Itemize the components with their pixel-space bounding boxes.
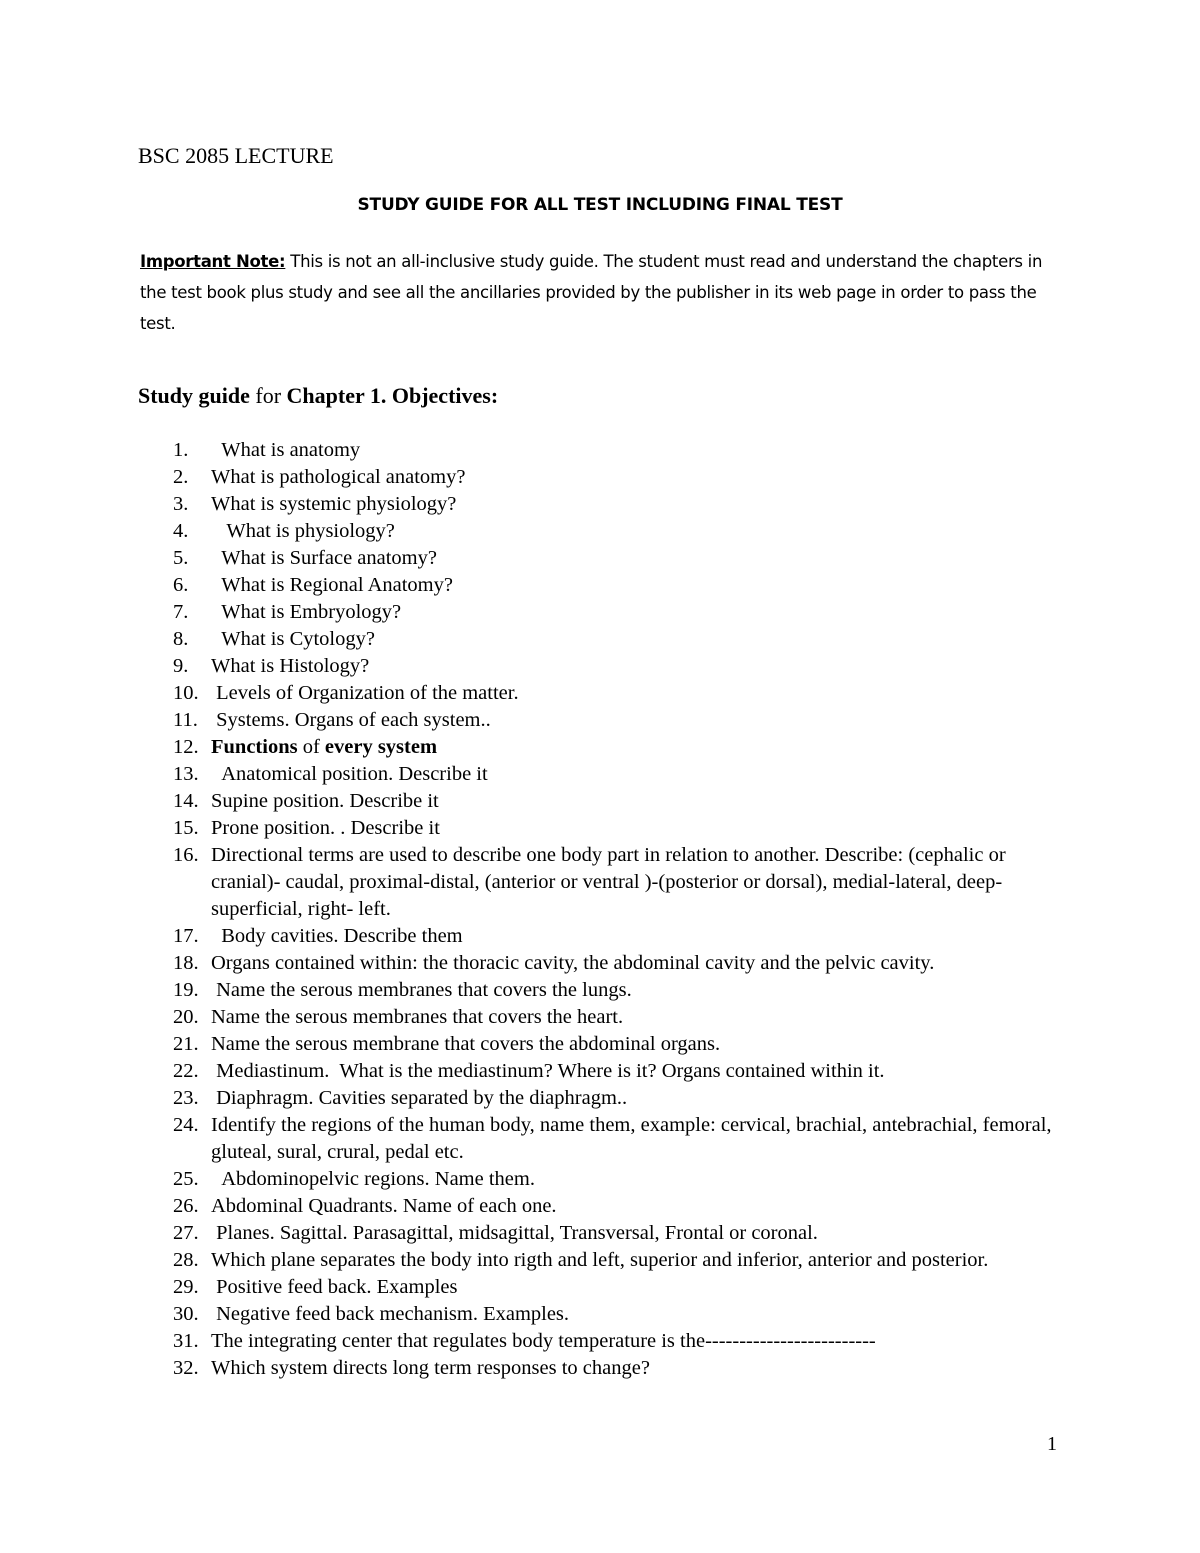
study-guide-title: STUDY GUIDE FOR ALL TEST INCLUDING FINAL TEST <box>357 195 843 215</box>
list-item <box>173 788 1073 815</box>
list-item <box>173 1085 1073 1112</box>
list-item <box>173 842 1073 923</box>
list-item-number: 18. <box>173 952 199 974</box>
list-item-text: Supine position. Describe it <box>211 790 439 812</box>
list-item-number: 14. <box>173 790 199 812</box>
list-item-text: Name the serous membrane that covers the abdominal organs. <box>211 1033 721 1055</box>
list-item-number: 7. <box>173 601 189 623</box>
list-item-text: Name the serous membranes that covers the lungs. <box>211 979 632 1001</box>
list-item-text: Which system directs long term responses to change? <box>211 1357 650 1379</box>
list-item-text: Abdominopelvic regions. Name them. <box>211 1168 535 1190</box>
list-item-text: Systems. Organs of each system.. <box>211 709 491 731</box>
objective-12-bold-2: every system <box>324 736 438 758</box>
list-item-number: 12. <box>173 736 199 758</box>
list-item-text: Abdominal Quadrants. Name of each one. <box>211 1195 557 1217</box>
list-item-text: What is physiology? <box>211 520 395 542</box>
list-item <box>173 437 1073 464</box>
list-item-number: 24. <box>173 1114 199 1136</box>
list-item-number: 29. <box>173 1276 199 1298</box>
list-item-number: 2. <box>173 466 189 488</box>
list-item-number: 13. <box>173 763 199 785</box>
list-item-text <box>211 734 1073 761</box>
objective-12-plain: of <box>297 736 325 758</box>
list-item-number: 5. <box>173 547 189 569</box>
list-item-number: 15. <box>173 817 199 839</box>
list-item <box>173 464 1073 491</box>
list-item-text: The integrating center that regulates body temperature is the------------------------- <box>211 1330 876 1352</box>
list-item-number: 23. <box>173 1087 199 1109</box>
list-item-number: 22. <box>173 1060 199 1082</box>
list-item <box>173 1031 1073 1058</box>
list-item-text: Prone position. . Describe it <box>211 817 440 839</box>
list-item-number: 8. <box>173 628 189 650</box>
list-item-number: 11. <box>173 709 198 731</box>
list-item-number: 28. <box>173 1249 199 1271</box>
list-item-number: 21. <box>173 1033 199 1055</box>
list-item <box>173 545 1073 572</box>
list-item-number: 6. <box>173 574 189 596</box>
list-item-number: 1. <box>173 439 189 461</box>
list-item-number: 10. <box>173 682 199 704</box>
list-item <box>173 761 1073 788</box>
list-item <box>173 1355 1073 1382</box>
list-item-number: 19. <box>173 979 199 1001</box>
list-item-number: 3. <box>173 493 189 515</box>
chapter-heading <box>138 383 498 409</box>
course-title: BSC 2085 LECTURE <box>138 143 334 168</box>
list-item-text: Positive feed back. Examples <box>211 1276 458 1298</box>
list-item-text: What is systemic physiology? <box>211 493 457 515</box>
list-item-number: 32. <box>173 1357 199 1379</box>
list-item-text: What is Surface anatomy? <box>211 547 437 569</box>
list-item <box>173 815 1073 842</box>
chapter-heading-part1: Study guide <box>138 383 250 408</box>
list-item-number: 4. <box>173 520 189 542</box>
list-item <box>173 950 1073 977</box>
list-item-text: Mediastinum. What is the mediastinum? Where is it? Organs contained within it. <box>211 1060 885 1082</box>
list-item <box>173 491 1073 518</box>
list-item-text: Planes. Sagittal. Parasagittal, midsagittal, Transversal, Frontal or coronal. <box>211 1222 818 1244</box>
list-item-text: Anatomical position. Describe it <box>211 763 488 785</box>
list-item <box>173 1220 1073 1247</box>
list-item <box>173 1247 1073 1274</box>
list-item <box>173 977 1073 1004</box>
list-item-text: Identify the regions of the human body, name them, example: cervical, brachial, antebrachial, femoral, gluteal, sural, crural, pedal etc. <box>211 1114 1057 1163</box>
objective-12-bold-1: Functions <box>211 736 298 758</box>
list-item-number: 9. <box>173 655 189 677</box>
list-item <box>173 1274 1073 1301</box>
list-item-number: 30. <box>173 1303 199 1325</box>
list-item <box>173 1058 1073 1085</box>
list-item-text: Which plane separates the body into rigth and left, superior and inferior, anterior and posterior. <box>211 1249 989 1271</box>
list-item <box>173 923 1073 950</box>
list-item-text: What is Histology? <box>211 655 370 677</box>
list-item-number: 27. <box>173 1222 199 1244</box>
list-item-text: What is Cytology? <box>211 628 375 650</box>
list-item <box>173 1004 1073 1031</box>
important-note-label: Important Note: <box>140 252 286 271</box>
important-note-text: This is not an all-inclusive study guide. The student must read and understand the chapters in the test book plus study and see all the ancillaries provided by the publisher in its web page in order to pass the test. <box>140 252 1043 333</box>
list-item-text: What is anatomy <box>211 439 361 461</box>
list-item-number: 20. <box>173 1006 199 1028</box>
list-item-text: Diaphragm. Cavities separated by the diaphragm.. <box>211 1087 628 1109</box>
list-item-text: Body cavities. Describe them <box>211 925 463 947</box>
list-item <box>173 734 1073 761</box>
important-note <box>140 246 1070 339</box>
objectives-list <box>173 437 1073 1382</box>
list-item-text: Levels of Organization of the matter. <box>211 682 519 704</box>
list-item <box>173 626 1073 653</box>
page-number: 1 <box>1047 1433 1057 1455</box>
list-item-text: What is pathological anatomy? <box>211 466 466 488</box>
list-item-number: 26. <box>173 1195 199 1217</box>
list-item-text: What is Regional Anatomy? <box>211 574 453 596</box>
chapter-heading-part3: Chapter 1. Objectives: <box>286 383 499 408</box>
list-item <box>173 1328 1073 1355</box>
chapter-heading-part2: for <box>249 383 287 408</box>
list-item-number: 31. <box>173 1330 199 1352</box>
list-item-text: Directional terms are used to describe one body part in relation to another. Describe: (cephalic or cranial)- caudal, proximal-distal, (anterior or ventral )-(posterior or dorsal), medial-lateral, deep-superficial, right- left. <box>211 844 1011 920</box>
list-item <box>173 518 1073 545</box>
list-item <box>173 1301 1073 1328</box>
list-item <box>173 707 1073 734</box>
list-item <box>173 572 1073 599</box>
list-item <box>173 653 1073 680</box>
list-item <box>173 1166 1073 1193</box>
list-item-text: Name the serous membranes that covers the heart. <box>211 1006 624 1028</box>
list-item-number: 17. <box>173 925 199 947</box>
list-item <box>173 680 1073 707</box>
list-item-number: 25. <box>173 1168 199 1190</box>
list-item-text: Negative feed back mechanism. Examples. <box>211 1303 570 1325</box>
list-item <box>173 599 1073 626</box>
list-item-text: What is Embryology? <box>211 601 402 623</box>
list-item <box>173 1112 1073 1166</box>
list-item-text: Organs contained within: the thoracic cavity, the abdominal cavity and the pelvic cavity. <box>211 952 935 974</box>
list-item <box>173 1193 1073 1220</box>
list-item-number: 16. <box>173 844 199 866</box>
